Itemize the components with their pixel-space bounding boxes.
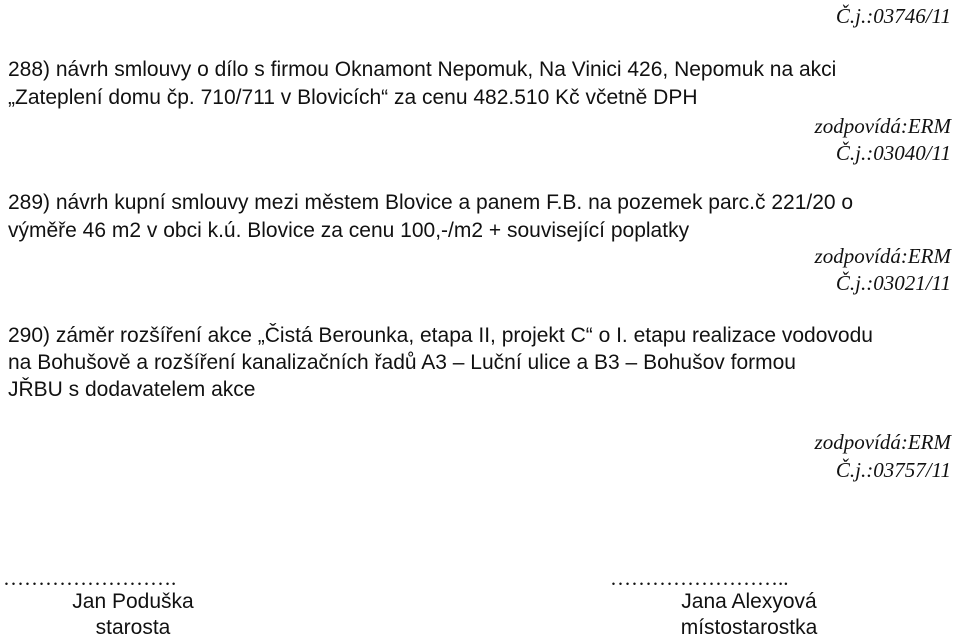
signature-line: ……………………. (3, 566, 177, 590)
reference-number: Č.j.:03021/11 (835, 271, 951, 295)
responsible-label: zodpovídá:ERM (814, 430, 951, 454)
responsible-label: zodpovídá:ERM (814, 114, 951, 138)
item-text-line: výměře 46 m2 v obci k.ú. Blovice za cenu 100,-/m2 + související poplatky (8, 219, 690, 242)
signatory-title: místostarostka (680, 616, 818, 639)
item-text-line: „Zateplení domu čp. 710/711 v Blovicích“ za cenu 482.510 Kč včetně DPH (8, 86, 698, 109)
signatory-name: Jan Poduška (72, 590, 194, 613)
header-reference-number: Č.j.:03746/11 (835, 4, 951, 28)
reference-number: Č.j.:03757/11 (835, 458, 951, 482)
signature-line: …………………….. (610, 566, 789, 590)
reference-number: Č.j.:03040/11 (835, 141, 951, 165)
item-text-line: 288) návrh smlouvy o dílo s firmou Oknamont Nepomuk, Na Vinici 426, Nepomuk na akci (8, 58, 837, 81)
item-text-line: 289) návrh kupní smlouvy mezi městem Blovice a panem F.B. na pozemek parc.č 221/20 o (8, 191, 854, 214)
item-text-line: na Bohušově a rozšíření kanalizačních řadů A3 – Luční ulice a B3 – Bohušov formou (8, 351, 796, 374)
signatory-title: starosta (95, 616, 171, 639)
item-text-line: JŘBU s dodavatelem akce (8, 378, 256, 401)
item-text-line: 290) záměr rozšíření akce „Čistá Berounka, etapa II, projekt C“ o I. etapu realizace vodovodu (8, 324, 873, 347)
signatory-name: Jana Alexyová (681, 590, 817, 613)
responsible-label: zodpovídá:ERM (814, 244, 951, 268)
